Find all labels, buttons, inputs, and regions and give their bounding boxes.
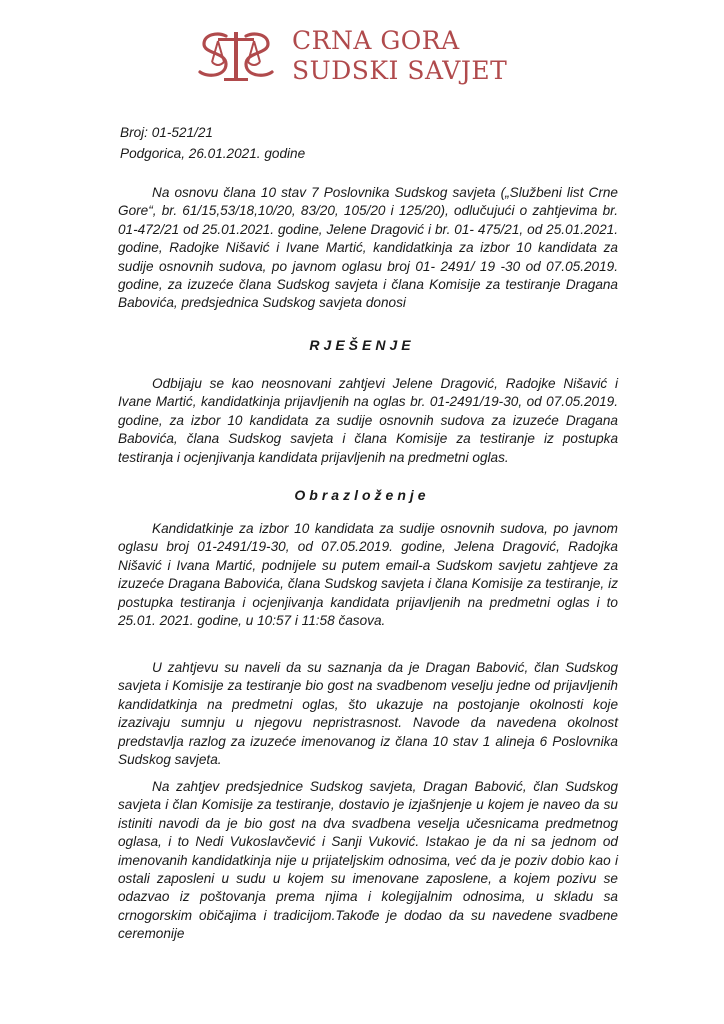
body-paragraph-3-text: Na zahtjev predsjednice Sudskog savjeta, Dragan Babović, član Sudskog savjeta i član Komisije za testiranje, dostavio je izjašnjenje u kojem je naveo da su istiniti navodi da je bio gost na dva svadbena veselja učesnicama predmetnog oglasa, i to Nedi Vukoslavčević i Sanji Vuković. Istakao je da ni sa jednom od imenovanih kandidatkinja nije u prijateljskim odnosima, već da je poziv dobio kao i ostali zaposleni u sudu u kojem su imenovane zaposlene, a kojem pozivu se odazvao iz poštovanja prema njima i kolegijalnim odnosima, u skladu sa crnogorskim običajima i tradicijom.Takođe je dodao da su navedene svadbene ceremonije — [118, 779, 618, 942]
body-paragraph-1-text: Kandidatkinje za izbor 10 kandidata za sudije osnovnih sudova, po javnom oglasu broj 01-2491/19-30, od 07.05.2019. godine, Jelena Dragović, Radojka Nišavić i Ivana Martić, podnijele su putem email-a Sudskom savjetu zahtjeve za izuzeće Dragana Babovića, člana Sudskog savjeta i člana Komisije za testiranje, iz postupka testiranja i ocjenjivanja kandidata prijavljenih na predmetni oglas i to 25.01. 2021. godine, u 10:57 i 11:58 časova. — [118, 521, 618, 629]
letterhead — [196, 24, 516, 88]
rjesenje-paragraph — [118, 375, 618, 467]
institution-name — [292, 26, 507, 86]
place-date: Podgorica, 26.01.2021. godine — [120, 146, 306, 161]
intro-text: Na osnovu člana 10 stav 7 Poslovnika Sudskog savjeta („Službeni list Crne Gore“, br. 61/15,53/18,10/20, 83/20, 105/20 i 125/20), odlučujući o zahtjevima br. 01-472/21 od 25.01.2021. godine, Jelene Dragović i br. 01- 475/21, od 25.01.2021. godine, Radojke Nišavić i Ivane Martić, kandidatkinja za izbor 10 kandidata za sudije osnovnih sudova, po javnom oglasu broj 01- 2491/ 19 -30 od 07.05.2019. godine, za izuzeće člana Sudskog savjeta i člana Komisije za testiranje Dragana Babovića, predsjednica Sudskog savjeta donosi — [118, 185, 618, 311]
institution-line-1: CRNA GORA — [292, 26, 460, 55]
obrazlozenje-heading: Obrazloženje — [294, 487, 430, 503]
document-meta — [120, 122, 305, 164]
body-paragraph-2 — [118, 659, 618, 769]
rjesenje-text: Odbijaju se kao neosnovani zahtjevi Jelene Dragović, Radojke Nišavić i Ivane Martić, kandidatkinja prijavljenih na oglas br. 01-2491/19-30, od 07.05.2019. godine, za izbor 10 kandidata za sudije osnovnih sudova za izuzeće Dragana Babovića, člana Sudskog savjeta i člana Komisije za testiranje iz postupka testiranja i ocjenjivanja kandidata prijavljenih na predmetni oglas. — [118, 376, 618, 465]
reference-number: Broj: 01-521/21 — [120, 125, 213, 140]
body-paragraph-2-text: U zahtjevu su naveli da su saznanja da je Dragan Babović, član Sudskog savjeta i Komisije za testiranje bio gost na svadbenom veselju jedne od prijavljenih kandidatkinja na predmetni oglas, što ukazuje na postojanje okolnosti koje izazivaju sumnju u njegovu nepristrasnost. Navode da navedena okolnost predstavlja razlog za izuzeće imenovanog iz člana 10 stav 1 alineja 6 Poslovnika Sudskog savjeta. — [118, 660, 618, 768]
institution-line-2: SUDSKI SAVJET — [292, 56, 508, 85]
body-paragraph-1 — [118, 520, 618, 630]
body-paragraph-3 — [118, 778, 618, 944]
rjesenje-heading: RJEŠENJE — [309, 337, 415, 353]
intro-paragraph — [118, 184, 618, 313]
scales-of-justice-icon — [196, 28, 276, 84]
